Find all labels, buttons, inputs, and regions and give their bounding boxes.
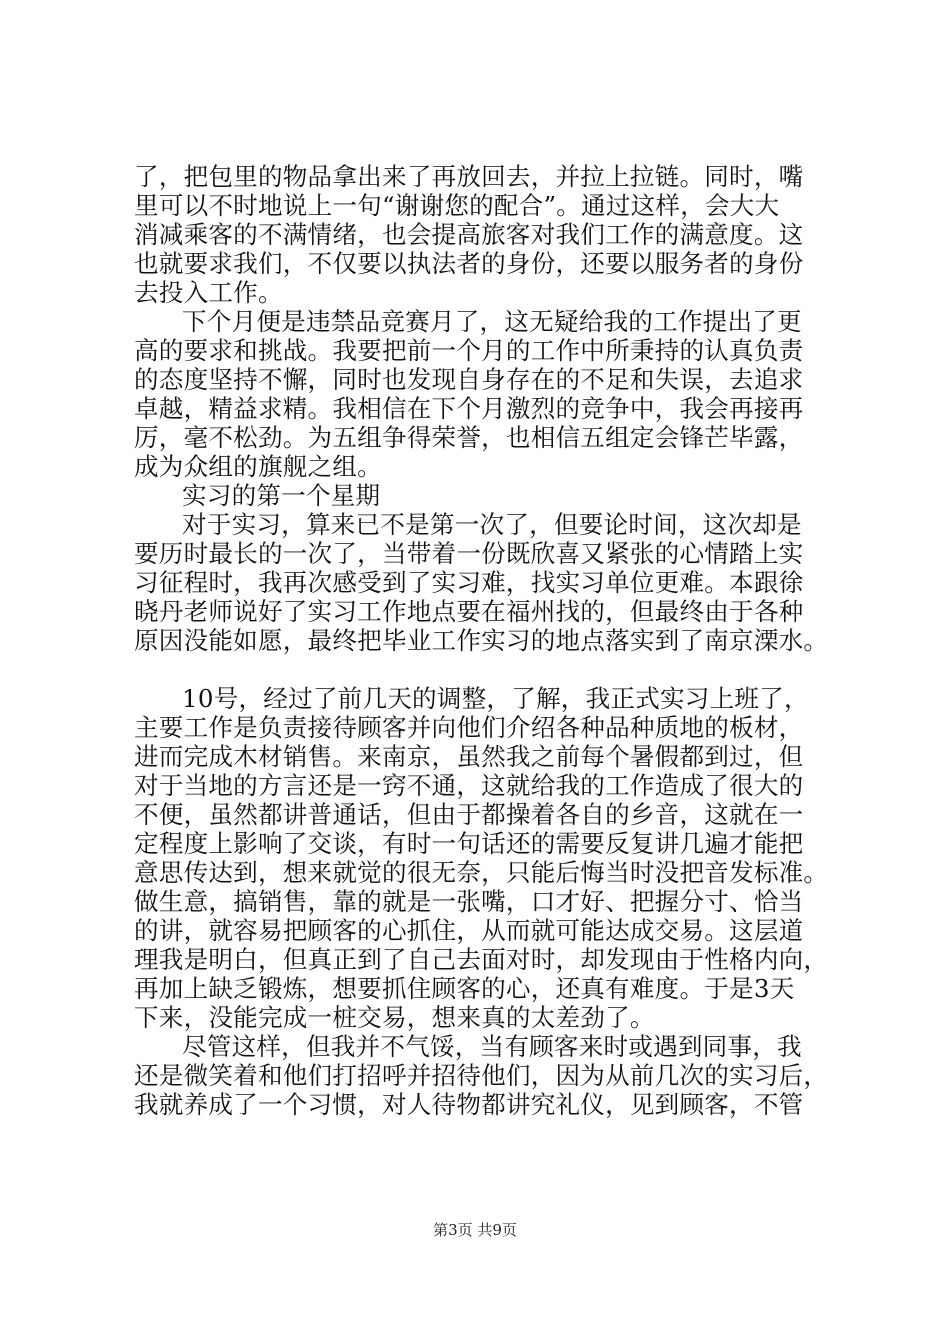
text-line: 下来，没能完成一桩交易，想来真的太差劲了。 [134, 1003, 655, 1032]
text-line: 里可以不时地说上一句“谢谢您的配合”。通过这样，会大大 [134, 191, 780, 220]
text-line: 高的要求和挑战。我要把前一个月的工作中所秉持的认真负责 [134, 336, 804, 365]
page-number-footer: 第3页 共9页 [433, 1221, 517, 1239]
section-heading: 实习的第一个星期 [182, 481, 381, 510]
text-line: 了，把包里的物品拿出来了再放回去，并拉上拉链。同时，嘴 [134, 162, 804, 191]
text-line: 晓丹老师说好了实习工作地点要在福州找的，但最终由于各种 [134, 597, 804, 626]
text-line: 主要工作是负责接待顾客并向他们介绍各种品种质地的板材， [134, 713, 804, 742]
text-line: 成为众组的旗舰之组。 [134, 452, 382, 481]
text-line: 意思传达到，想来就觉的很无奈，只能后悔当时没把音发标准。 [134, 858, 829, 887]
text-line: 也就要求我们，不仅要以执法者的身份，还要以服务者的身份 [134, 249, 804, 278]
text-line: 理我是明白，但真正到了自己去面对时，却发现由于性格内向， [134, 945, 829, 974]
text-line: 的讲，就容易把顾客的心抓住，从而就可能达成交易。这层道 [134, 916, 804, 945]
text-line: 进而完成木材销售。来南京，虽然我之前每个暑假都到过，但 [134, 742, 804, 771]
paragraph-first-line: 对于实习，算来已不是第一次了，但要论时间，这次却是 [182, 510, 802, 539]
paragraph-first-line: 下个月便是违禁品竞赛月了，这无疑给我的工作提出了更 [182, 307, 802, 336]
text-line: 做生意，搞销售，靠的就是一张嘴，口才好、把握分寸、恰当 [134, 887, 804, 916]
text-line: 对于当地的方言还是一窍不通，这就给我的工作造成了很大的 [134, 771, 804, 800]
document-body [134, 162, 834, 1119]
text-line: 的态度坚持不懈，同时也发现自身存在的不足和失误，去追求 [134, 365, 804, 394]
text-line: 厉，毫不松劲。为五组争得荣誉，也相信五组定会锋芒毕露， [134, 423, 804, 452]
text-line: 去投入工作。 [134, 278, 283, 307]
text-line: 不便，虽然都讲普通话，但由于都操着各自的乡音，这就在一 [134, 800, 804, 829]
text-line: 定程度上影响了交谈，有时一句话还的需要反复讲几遍才能把 [134, 829, 804, 858]
paragraph-first-line: 尽管这样，但我并不气馁，当有顾客来时或遇到同事，我 [182, 1032, 802, 1061]
text-line: 要历时最长的一次了，当带着一份既欣喜又紧张的心情踏上实 [134, 539, 804, 568]
text-line: 消减乘客的不满情绪，也会提高旅客对我们工作的满意度。这 [134, 220, 804, 249]
paragraph-first-line: 10号，经过了前几天的调整，了解，我正式实习上班了， [182, 684, 809, 713]
text-line: 原因没能如愿，最终把毕业工作实习的地点落实到了南京溧水。 [134, 626, 829, 655]
text-line: 习征程时，我再次感受到了实习难，找实习单位更难。本跟徐 [134, 568, 804, 597]
text-line: 还是微笑着和他们打招呼并招待他们，因为从前几次的实习后， [134, 1061, 829, 1090]
text-line: 再加上缺乏锻炼，想要抓住顾客的心，还真有难度。于是3天 [134, 974, 795, 1003]
text-line: 卓越，精益求精。我相信在下个月激烈的竞争中，我会再接再 [134, 394, 804, 423]
text-line: 我就养成了一个习惯，对人待物都讲究礼仪，见到顾客，不管 [134, 1090, 804, 1119]
